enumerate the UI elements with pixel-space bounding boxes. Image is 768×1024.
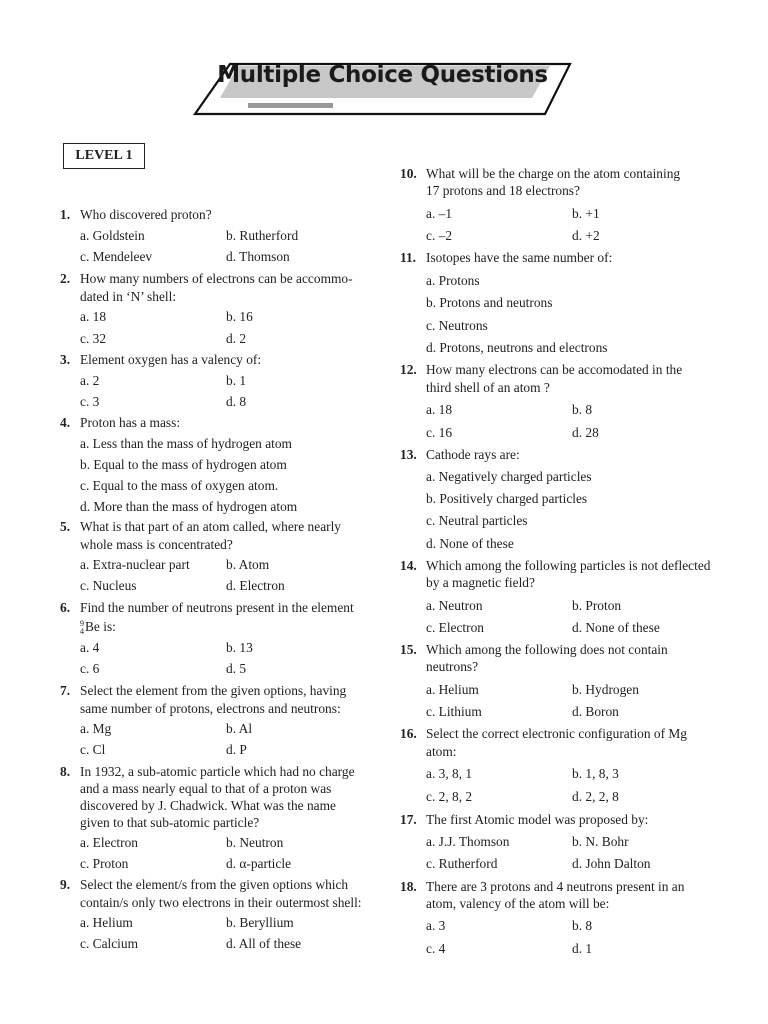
- option-a[interactable]: a. Helium: [80, 915, 133, 930]
- option-b[interactable]: b. Beryllium: [226, 915, 294, 930]
- option-c[interactable]: c. –2: [426, 228, 453, 243]
- option-b[interactable]: b. 1, 8, 3: [572, 766, 619, 781]
- option-c[interactable]: c. Nucleus: [80, 578, 137, 593]
- option-c[interactable]: c. Calcium: [80, 936, 139, 951]
- question-text-line: dated in ‘N’ shell:: [80, 289, 177, 304]
- option-d[interactable]: d. Boron: [572, 704, 619, 719]
- question-text-line: neutrons?: [426, 659, 479, 674]
- question-text: Proton has a mass:: [80, 415, 181, 430]
- option-b[interactable]: b. +1: [572, 206, 600, 221]
- question-text-line: How many electrons can be accomodated in the: [426, 362, 683, 377]
- option-a[interactable]: a. Goldstein: [80, 228, 145, 243]
- option-c[interactable]: c. Electron: [426, 620, 484, 635]
- level-label: LEVEL 1: [63, 143, 145, 169]
- option-a[interactable]: a. Negatively charged particles: [426, 469, 592, 484]
- option-d[interactable]: d. More than the mass of hydrogen atom: [80, 499, 298, 514]
- option-a[interactable]: a. Helium: [426, 682, 479, 697]
- question-number: 13.: [400, 447, 417, 462]
- question-text-line: atom:: [426, 744, 457, 759]
- option-a[interactable]: a. Mg: [80, 721, 112, 736]
- option-d[interactable]: d. Electron: [226, 578, 285, 593]
- question-number: 17.: [400, 812, 417, 827]
- question-number: 4.: [60, 415, 71, 430]
- question-text-line: Select the element/s from the given options which: [80, 877, 349, 892]
- option-d[interactable]: d. John Dalton: [572, 856, 651, 871]
- question-number: 9.: [60, 877, 71, 892]
- option-a[interactable]: a. Less than the mass of hydrogen atom: [80, 436, 292, 451]
- question-number: 8.: [60, 764, 71, 779]
- question-text-line: Which among the following does not contain: [426, 642, 668, 657]
- question-number: 11.: [400, 250, 416, 265]
- option-c[interactable]: c. Equal to the mass of oxygen atom.: [80, 478, 279, 493]
- question-number: 6.: [60, 600, 71, 615]
- option-a[interactable]: a. Neutron: [426, 598, 483, 613]
- option-c[interactable]: c. Cl: [80, 742, 106, 757]
- option-a[interactable]: a. 2: [80, 373, 100, 388]
- question-text-line: by a magnetic field?: [426, 575, 535, 590]
- page-title: Multiple Choice Questions: [217, 62, 548, 88]
- option-d[interactable]: d. 8: [226, 394, 247, 409]
- option-c[interactable]: c. Mendeleev: [80, 249, 153, 264]
- option-b[interactable]: b. Al: [226, 721, 253, 736]
- mass-number: 9: [80, 618, 84, 628]
- option-b[interactable]: b. Equal to the mass of hydrogen atom: [80, 457, 287, 472]
- question-number: 16.: [400, 726, 417, 741]
- question-text-line: How many numbers of electrons can be accommo-: [80, 271, 353, 286]
- question-text-line: Select the element from the given options, having: [80, 683, 347, 698]
- option-c[interactable]: c. 16: [426, 425, 453, 440]
- option-a[interactable]: a. J.J. Thomson: [426, 834, 510, 849]
- question-text: Isotopes have the same number of:: [426, 250, 613, 265]
- question-number: 14.: [400, 558, 417, 573]
- question-text-line: What is that part of an atom called, where nearly: [80, 519, 342, 534]
- option-a[interactable]: a. Electron: [80, 835, 138, 850]
- question-number: 10.: [400, 166, 417, 181]
- option-d[interactable]: d. 28: [572, 425, 599, 440]
- option-d[interactable]: d. α-particle: [226, 856, 292, 871]
- option-d[interactable]: d. Thomson: [226, 249, 290, 264]
- option-d[interactable]: d. All of these: [226, 936, 302, 951]
- option-c[interactable]: c. 2, 8, 2: [426, 789, 473, 804]
- option-b[interactable]: b. Rutherford: [226, 228, 299, 243]
- option-b[interactable]: b. Protons and neutrons: [426, 295, 553, 310]
- question-number: 18.: [400, 879, 417, 894]
- question-text: Who discovered proton?: [80, 207, 212, 222]
- question-text-line-2: [80, 619, 116, 636]
- option-b[interactable]: b. 16: [226, 309, 253, 324]
- question-text-line: In 1932, a sub-atomic particle which had no charge: [80, 764, 355, 779]
- question-text: Element oxygen has a valency of:: [80, 352, 262, 367]
- nuclide-notation: [80, 620, 84, 636]
- option-b[interactable]: b. 1: [226, 373, 247, 388]
- option-c[interactable]: c. 32: [80, 331, 107, 346]
- question-text: The first Atomic model was proposed by:: [426, 812, 649, 827]
- option-a[interactable]: a. 3, 8, 1: [426, 766, 473, 781]
- option-b[interactable]: b. 13: [226, 640, 253, 655]
- option-d[interactable]: d. 5: [226, 661, 247, 676]
- option-d[interactable]: d. Protons, neutrons and electrons: [426, 340, 608, 355]
- option-d[interactable]: d. 2: [226, 331, 247, 346]
- question-text-line: third shell of an atom ?: [426, 380, 550, 395]
- question-text-line: Which among the following particles is not deflected: [426, 558, 711, 573]
- option-c[interactable]: c. Lithium: [426, 704, 482, 719]
- question-text-line: and a mass nearly equal to that of a proton was: [80, 781, 332, 796]
- option-b[interactable]: b. Proton: [572, 598, 622, 613]
- option-b[interactable]: b. 8: [572, 402, 593, 417]
- question-text-line: Select the correct electronic configuration of Mg: [426, 726, 688, 741]
- question-text-line: Find the number of neutrons present in the element: [80, 600, 354, 615]
- question-text-line: 17 protons and 18 electrons?: [426, 183, 580, 198]
- option-b[interactable]: b. Positively charged particles: [426, 491, 588, 506]
- question-number: 5.: [60, 519, 71, 534]
- atomic-number: 4: [80, 626, 84, 636]
- option-d[interactable]: d. None of these: [426, 536, 514, 551]
- question-text-line: There are 3 protons and 4 neutrons present in an: [426, 879, 685, 894]
- question-number: 2.: [60, 271, 71, 286]
- question-text-line: What will be the charge on the atom containing: [426, 166, 681, 181]
- option-c[interactable]: c. Rutherford: [426, 856, 498, 871]
- option-b[interactable]: b. Atom: [226, 557, 270, 572]
- question-number: 15.: [400, 642, 417, 657]
- question-text: Cathode rays are:: [426, 447, 520, 462]
- option-b[interactable]: b. Hydrogen: [572, 682, 639, 697]
- option-a[interactable]: a. 4: [80, 640, 100, 655]
- question-text-line: given to that sub-atomic particle?: [80, 815, 260, 830]
- option-c[interactable]: c. Neutrons: [426, 318, 488, 333]
- option-c[interactable]: c. Neutral particles: [426, 513, 528, 528]
- question-text-line: same number of protons, electrons and neutrons:: [80, 701, 341, 716]
- option-a[interactable]: a. 18: [80, 309, 107, 324]
- option-c[interactable]: c. 6: [80, 661, 100, 676]
- option-d[interactable]: d. 1: [572, 941, 593, 956]
- option-a[interactable]: a. Extra-nuclear part: [80, 557, 190, 572]
- option-b[interactable]: b. Neutron: [226, 835, 284, 850]
- option-a[interactable]: a. 3: [426, 918, 446, 933]
- question-number: 7.: [60, 683, 71, 698]
- option-c[interactable]: c. 4: [426, 941, 446, 956]
- title-banner: [190, 60, 575, 120]
- option-a[interactable]: a. Protons: [426, 273, 480, 288]
- question-number: 3.: [60, 352, 71, 367]
- question-text-line: discovered by J. Chadwick. What was the name: [80, 798, 336, 813]
- option-d[interactable]: d. 2, 2, 8: [572, 789, 619, 804]
- option-c[interactable]: c. Proton: [80, 856, 129, 871]
- question-text-line: whole mass is concentrated?: [80, 537, 233, 552]
- question-number: 1.: [60, 207, 71, 222]
- option-a[interactable]: a. –1: [426, 206, 453, 221]
- question-text-line: atom, valency of the atom will be:: [426, 896, 610, 911]
- option-d[interactable]: d. P: [226, 742, 247, 757]
- option-a[interactable]: a. 18: [426, 402, 453, 417]
- option-c[interactable]: c. 3: [80, 394, 100, 409]
- option-d[interactable]: d. +2: [572, 228, 600, 243]
- question-number: 12.: [400, 362, 417, 377]
- question-text-end: Be is:: [85, 619, 116, 634]
- option-d[interactable]: d. None of these: [572, 620, 660, 635]
- option-b[interactable]: b. 8: [572, 918, 593, 933]
- question-text-line: contain/s only two electrons in their outermost shell:: [80, 895, 362, 910]
- option-b[interactable]: b. N. Bohr: [572, 834, 629, 849]
